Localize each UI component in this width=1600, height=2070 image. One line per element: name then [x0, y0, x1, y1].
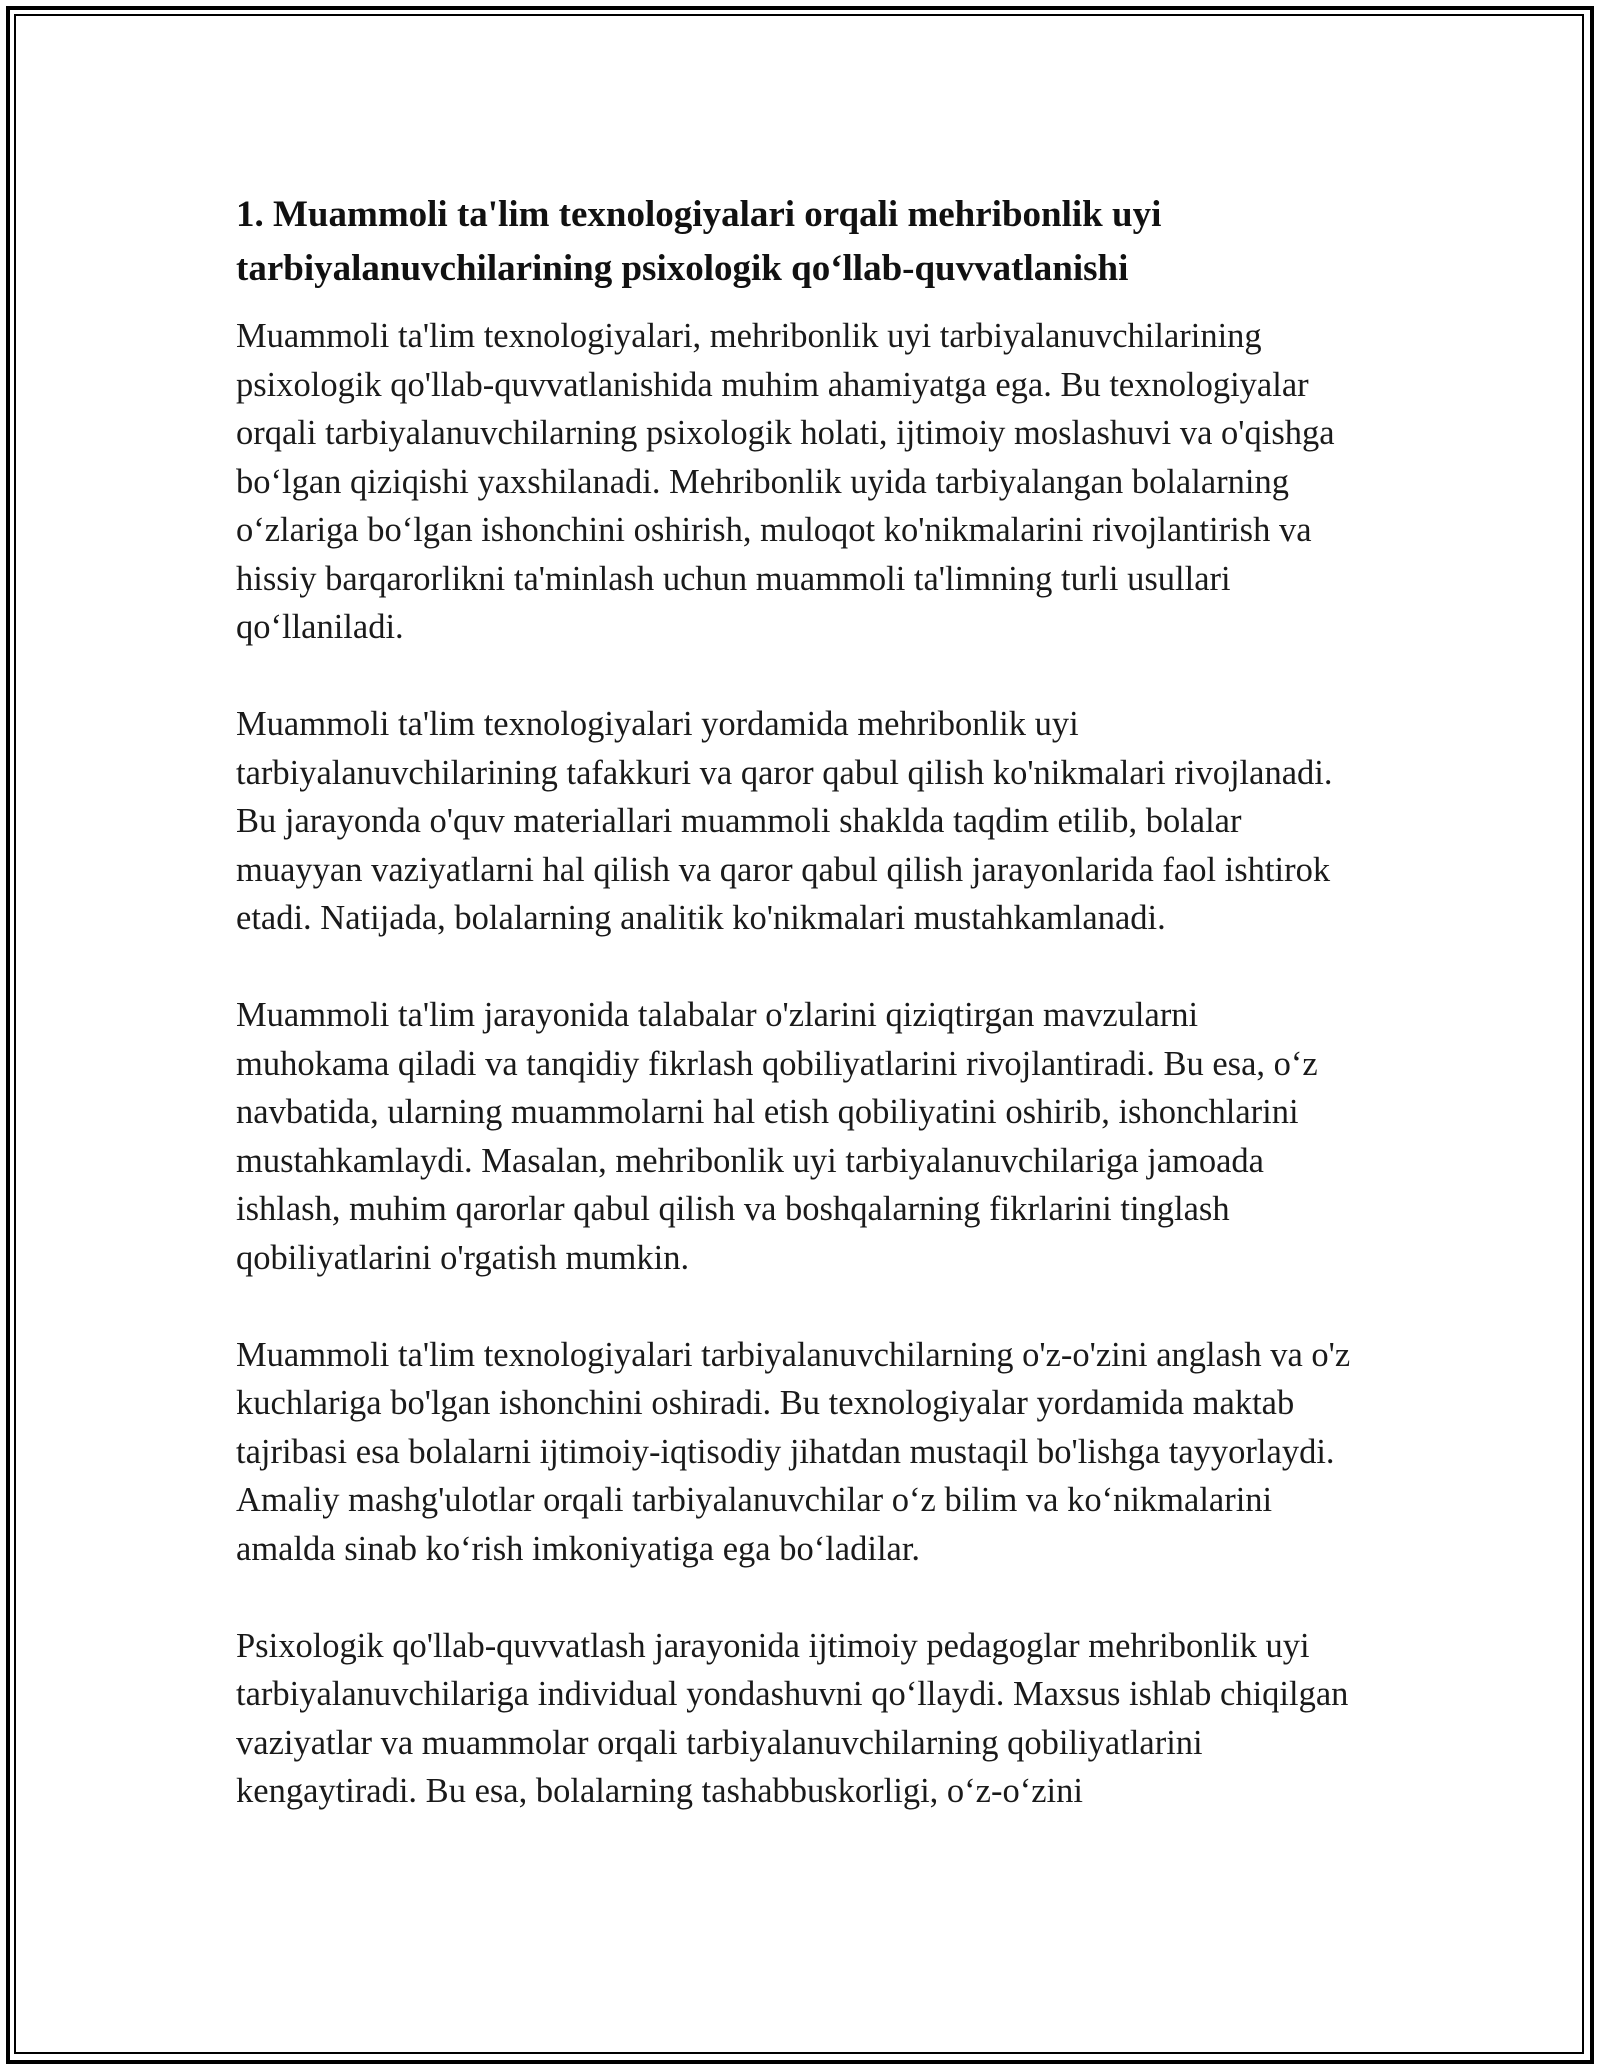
paragraph-1: Muammoli ta'lim texnologiyalari, mehribonlik uyi tarbiyalanuvchilarining psixologik qo'llab-quvvatlanishida muhim ahamiyatga ega. Bu texnologiyalar orqali tarbiyalanuvchilarning psixologik holati, ijtimoiy moslashuvi va o'qishga bo‘lgan qiziqishi yaxshilanadi. Mehribonlik uyida tarbiyalangan bolalarning o‘zlariga bo‘lgan ishonchini oshirish, muloqot ko'nikmalarini rivojlantirish va hissiy barqarorlikni ta'minlash uchun muammoli ta'limning turli usullari qo‘llaniladi.	[236, 317, 1335, 646]
paragraph-5: Psixologik qo'llab-quvvatlash jarayonida ijtimoiy pedagoglar mehribonlik uyi tarbiyalanuvchilariga individual yondashuvni qo‘llaydi. Maxsus ishlab chiqilgan vaziyatlar va muammolar orqali tarbiyalanuvchilarning qobiliyatlarini kengaytiradi. Bu esa, bolalarning tashabbuskorligi, o‘z-o‘zini	[236, 1626, 1349, 1810]
document-body	[236, 188, 1356, 1864]
paragraph-2: Muammoli ta'lim texnologiyalari yordamida mehribonlik uyi tarbiyalanuvchilarining tafakkuri va qaror qabul qilish ko'nikmalari rivojlanadi. Bu jarayonda o'quv materiallari muammoli shaklda taqdim etilib, bolalar muayyan vaziyatlarni hal qilish va qaror qabul qilish jarayonlarida faol ishtirok etadi. Natijada, bolalarning analitik ko'nikmalari mustahkamlanadi.	[236, 705, 1333, 937]
document-title: 1. Muammoli ta'lim texnologiyalari orqali mehribonlik uyi tarbiyalanuvchilarining psixologik qo‘llab-quvvatlanishi	[236, 194, 1162, 289]
paragraph-3: Muammoli ta'lim jarayonida talabalar o'zlarini qiziqtirgan mavzularni muhokama qiladi va tanqidiy fikrlash qobiliyatlarini rivojlantiradi. Bu esa, o‘z navbatida, ularning muammolarni hal etish qobiliyatini oshirib, ishonchlarini mustahkamlaydi. Masalan, mehribonlik uyi tarbiyalanuvchilariga jamoada ishlash, muhim qarorlar qabul qilish va boshqalarning fikrlarini tinglash qobiliyatlarini o'rgatish mumkin.	[236, 996, 1318, 1277]
paragraph-4: Muammoli ta'lim texnologiyalari tarbiyalanuvchilarning o'z-o'zini anglash va o'z kuchlariga bo'lgan ishonchini oshiradi. Bu texnologiyalar yordamida maktab tajribasi esa bolalarni ijtimoiy-iqtisodiy jihatdan mustaqil bo'lishga tayyorlaydi. Amaliy mashg'ulotlar orqali tarbiyalanuvchilar o‘z bilim va ko‘nikmalarini amalda sinab ko‘rish imkoniyatiga ega bo‘ladilar.	[236, 1335, 1351, 1568]
